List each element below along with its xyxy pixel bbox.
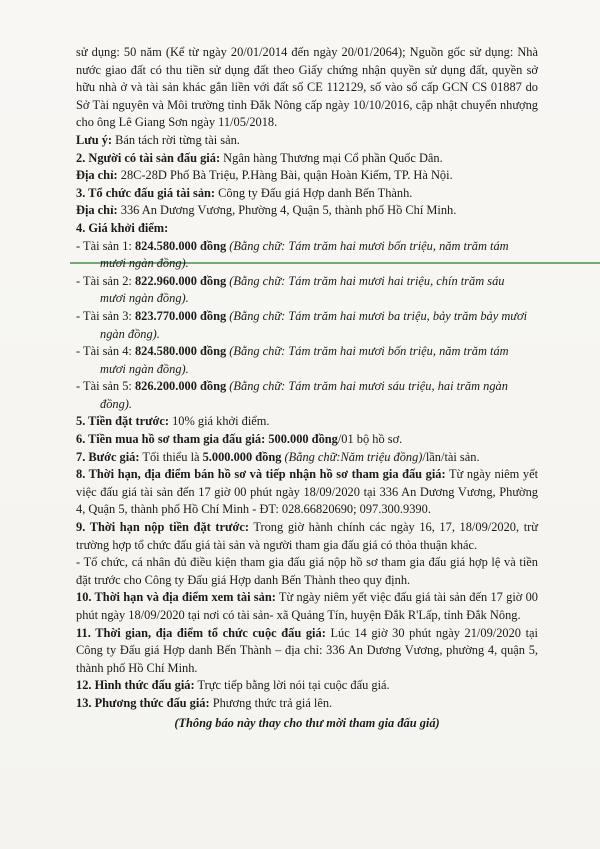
notice-body <box>76 44 538 732</box>
section-4-heading: 4. Giá khởi điểm: <box>76 220 169 235</box>
asset-item: - Tài sản 5: 826.200.000 đồng (Bằng chữ: Tám trăm hai mươi sáu triệu, hai trăm ngàn đồng). <box>76 379 508 411</box>
asset-item: - Tài sản 2: 822.960.000 đồng (Bằng chữ: Tám trăm hai mươi hai triệu, chín trăm sáu mươi ngàn đồng). <box>76 273 505 306</box>
section-5-deposit: 5. Tiền đặt trước: 10% giá khởi điểm. <box>76 414 270 429</box>
section-9-deposit-time: 9. Thời hạn nộp tiền đặt trước: Trong giờ hành chính các ngày 16, 17, 18/09/2020, trừ trường hợp tổ chức đấu giá tài sản và người tham gia đấu giá có thỏa thuận khác. <box>76 520 538 552</box>
section-7-bid-step: 7. Bước giá: Tối thiểu là 5.000.000 đồng (Bằng chữ:Năm triệu đồng)/lần/tài sản. <box>76 449 480 464</box>
section-12-form: 12. Hình thức đấu giá: Trực tiếp bằng lời nói tại cuộc đấu giá. <box>76 678 390 693</box>
section-3-address: Địa chỉ: 336 An Dương Vương, Phường 4, Quận 5, thành phố Hồ Chí Minh. <box>76 203 457 218</box>
section-11-auction-time: 11. Thời gian, địa điểm tổ chức cuộc đấu giá: Lúc 14 giờ 30 phút ngày 21/09/2020 tại Công ty Đấu giá Hợp danh Bến Thành – địa chỉ: 336 An Dương Vương, phường 4, quận 5, thành phố Hồ Chí Minh. <box>76 625 538 675</box>
intro-paragraph: sử dụng: 50 năm (Kể từ ngày 20/01/2014 đến ngày 20/01/2064); Nguồn gốc sử dụng: Nhà nước giao đất có thu tiền sử dụng đất theo Giấy chứng nhận quyền sử dụng đất, quyền sở hữu nhà ở và tài sản khác gắn liền với đất số CE 112129, số vào sổ cấp GCN CS 01887 do Sở Tài nguyên và Môi trường tỉnh Đắk Nông cấp ngày 10/10/2016, cập nhật chuyển nhượng cho ông Lê Giang Sơn ngày 11/05/2018. <box>76 45 538 130</box>
section-10-viewing: 10. Thời hạn và địa điểm xem tài sản: Từ ngày niêm yết việc đấu giá tài sản đến 17 giờ 00 phút ngày 18/09/2020 tại nơi có tài sản- xã Quảng Tín, huyện Đắk R'Lấp, tỉnh Đắk Nông. <box>76 590 538 622</box>
section-2-owner: 2. Người có tài sản đấu giá: Ngân hàng Thương mại Cổ phần Quốc Dân. <box>76 150 443 165</box>
section-6-dossier-fee: 6. Tiền mua hồ sơ tham gia đấu giá: 500.000 đồng/01 bộ hồ sơ. <box>76 432 403 447</box>
asset-item: - Tài sản 4: 824.580.000 đồng (Bằng chữ: Tám trăm hai mươi bốn triệu, năm trăm tám mươi ngàn đồng). <box>76 344 509 376</box>
note-line: Lưu ý: Bán tách rời từng tài sản. <box>76 132 240 147</box>
asset-item: - Tài sản 3: 823.770.000 đồng (Bằng chữ: Tám trăm hai mươi ba triệu, bảy trăm bảy mươi ngàn đồng). <box>76 308 528 341</box>
section-13-method: 13. Phương thức đấu giá: Phương thức trả giá lên. <box>76 695 333 710</box>
section-8-dossier-time: 8. Thời hạn, địa điểm bán hồ sơ và tiếp nhận hồ sơ tham gia đấu giá: Từ ngày niêm yết việc đấu giá tài sản đến 17 giờ 00 phút ngày 18/09/2020 tại 336 An Dương Vương, Phường 4, Quận 5, thành phố Hồ Chí Minh - ĐT: 028.66820690; 097.300.9390. <box>76 467 539 517</box>
closing-note: (Thông báo này thay cho thư mời tham gia đấu giá) <box>174 715 440 730</box>
section-9-note: - Tổ chức, cá nhân đủ điều kiện tham gia đấu giá nộp hồ sơ tham gia đấu giá hợp lệ và tiền đặt trước cho Công ty Đấu giá Hợp danh Bến Thành theo quy định. <box>76 555 538 587</box>
section-2-address: Địa chỉ: 28C-28D Phố Bà Triệu, P.Hàng Bài, quận Hoàn Kiếm, TP. Hà Nội. <box>76 168 453 183</box>
section-3-organizer: 3. Tổ chức đấu giá tài sản: Công ty Đấu giá Hợp danh Bến Thành. <box>76 185 413 200</box>
asset-item: - Tài sản 1: 824.580.000 đồng (Bằng chữ: Tám trăm hai mươi bốn triệu, năm trăm tám mươi ngàn đồng). <box>76 238 509 271</box>
